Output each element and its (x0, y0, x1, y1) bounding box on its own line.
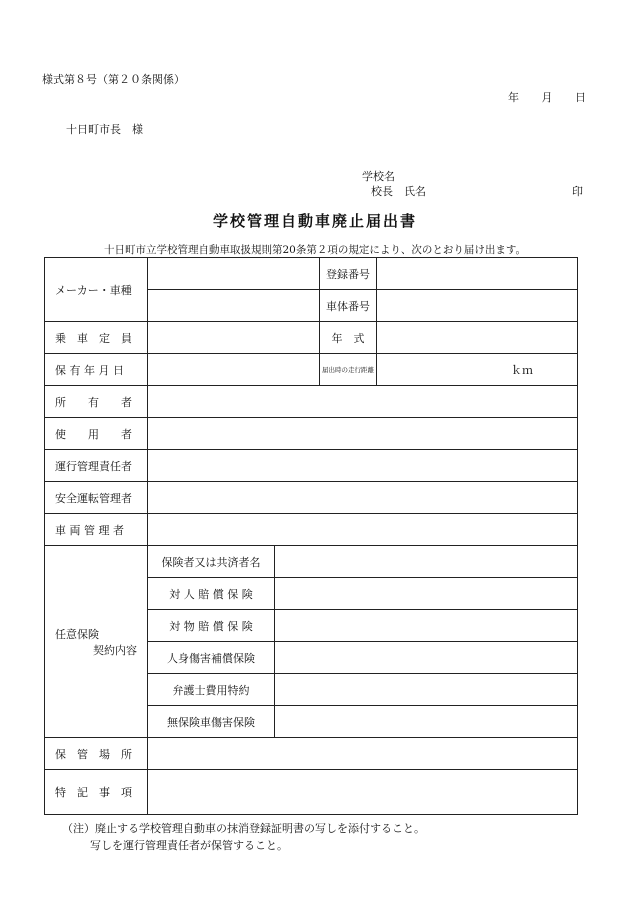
registration-number-label: 登録番号 (320, 258, 377, 290)
uninsured-motorist-field[interactable] (275, 706, 578, 738)
chassis-number-label: 車体番号 (320, 290, 377, 322)
table-row (45, 418, 578, 450)
table-row (45, 354, 578, 386)
school-name-label: 学校名 (362, 170, 395, 183)
date-day-label: 日 (575, 91, 586, 104)
insurance-label-line1: 任意保険 (55, 627, 99, 641)
table-row (45, 450, 578, 482)
operation-manager-field[interactable] (148, 450, 578, 482)
remarks-field[interactable] (148, 770, 578, 815)
table-row (45, 514, 578, 546)
table-row (45, 386, 578, 418)
mileage-unit: ｋｍ (511, 363, 533, 377)
vehicle-form-table (44, 257, 578, 815)
principal-name-label: 校長 氏名 (371, 185, 426, 198)
storage-place-label: 保 管 場 所 (45, 738, 148, 770)
insurance-label (45, 546, 148, 738)
form-number: 様式第８号（第２０条関係） (42, 73, 185, 86)
vehicle-manager-label: 車 両 管 理 者 (45, 514, 148, 546)
chassis-number-field[interactable] (377, 290, 578, 322)
property-damage-field[interactable] (275, 610, 578, 642)
ownership-date-label: 保 有 年 月 日 (45, 354, 148, 386)
notes (62, 820, 425, 854)
insurance-row-label: 無保険車傷害保険 (148, 706, 275, 738)
note-line-2: 写しを運行管理責任者が保管すること。 (90, 839, 288, 852)
remarks-label: 特 記 事 項 (45, 770, 148, 815)
capacity-field[interactable] (148, 322, 320, 354)
table-row (45, 770, 578, 815)
owner-field[interactable] (148, 386, 578, 418)
registration-number-field[interactable] (377, 258, 578, 290)
insurance-row-label: 対 人 賠 償 保 険 (148, 578, 275, 610)
maker-model-label: メーカー・車種 (45, 258, 148, 322)
ownership-date-field[interactable] (148, 354, 320, 386)
insurance-row-label: 保険者又は共済者名 (148, 546, 275, 578)
vehicle-manager-field[interactable] (148, 514, 578, 546)
document-title: 学校管理自動車廃止届出書 (212, 212, 417, 230)
safety-manager-label: 安全運転管理者 (45, 482, 148, 514)
insurance-row-label: 人身傷害補償保険 (148, 642, 275, 674)
personal-injury-field[interactable] (275, 642, 578, 674)
model-year-field[interactable] (377, 322, 578, 354)
bodily-injury-field[interactable] (275, 578, 578, 610)
user-label: 使 用 者 (45, 418, 148, 450)
maker-model-field-2[interactable] (148, 290, 320, 322)
date-year-label: 年 (508, 91, 519, 104)
insurance-row-label: 対 物 賠 償 保 険 (148, 610, 275, 642)
model-year-label: 年 式 (320, 322, 377, 354)
user-field[interactable] (148, 418, 578, 450)
insurer-name-field[interactable] (275, 546, 578, 578)
mileage-label: 届出時の走行距離 (320, 354, 377, 386)
storage-place-field[interactable] (148, 738, 578, 770)
maker-model-field[interactable] (148, 258, 320, 290)
date-line (508, 89, 586, 105)
principal-line (371, 183, 583, 199)
insurance-row-label: 弁護士費用特約 (148, 674, 275, 706)
legal-fees-field[interactable] (275, 674, 578, 706)
capacity-label: 乗 車 定 員 (45, 322, 148, 354)
insurance-label-line2: 契約内容 (93, 643, 137, 657)
table-row (45, 546, 578, 578)
safety-manager-field[interactable] (148, 482, 578, 514)
table-row (45, 482, 578, 514)
addressee: 十日町市長 様 (66, 123, 143, 136)
note-line-1: （注）廃止する学校管理自動車の抹消登録証明書の写しを添付すること。 (62, 822, 425, 835)
date-month-label: 月 (541, 91, 553, 104)
owner-label: 所 有 者 (45, 386, 148, 418)
mileage-field[interactable] (377, 354, 578, 386)
table-row (45, 738, 578, 770)
intro-text: 十日町市立学校管理自動車取扱規則第20条第２項の規定により、次のとおり届け出ます。 (103, 244, 527, 256)
operation-manager-label: 運行管理責任者 (45, 450, 148, 482)
table-row (45, 258, 578, 290)
table-row (45, 322, 578, 354)
seal-label: 印 (572, 185, 583, 198)
